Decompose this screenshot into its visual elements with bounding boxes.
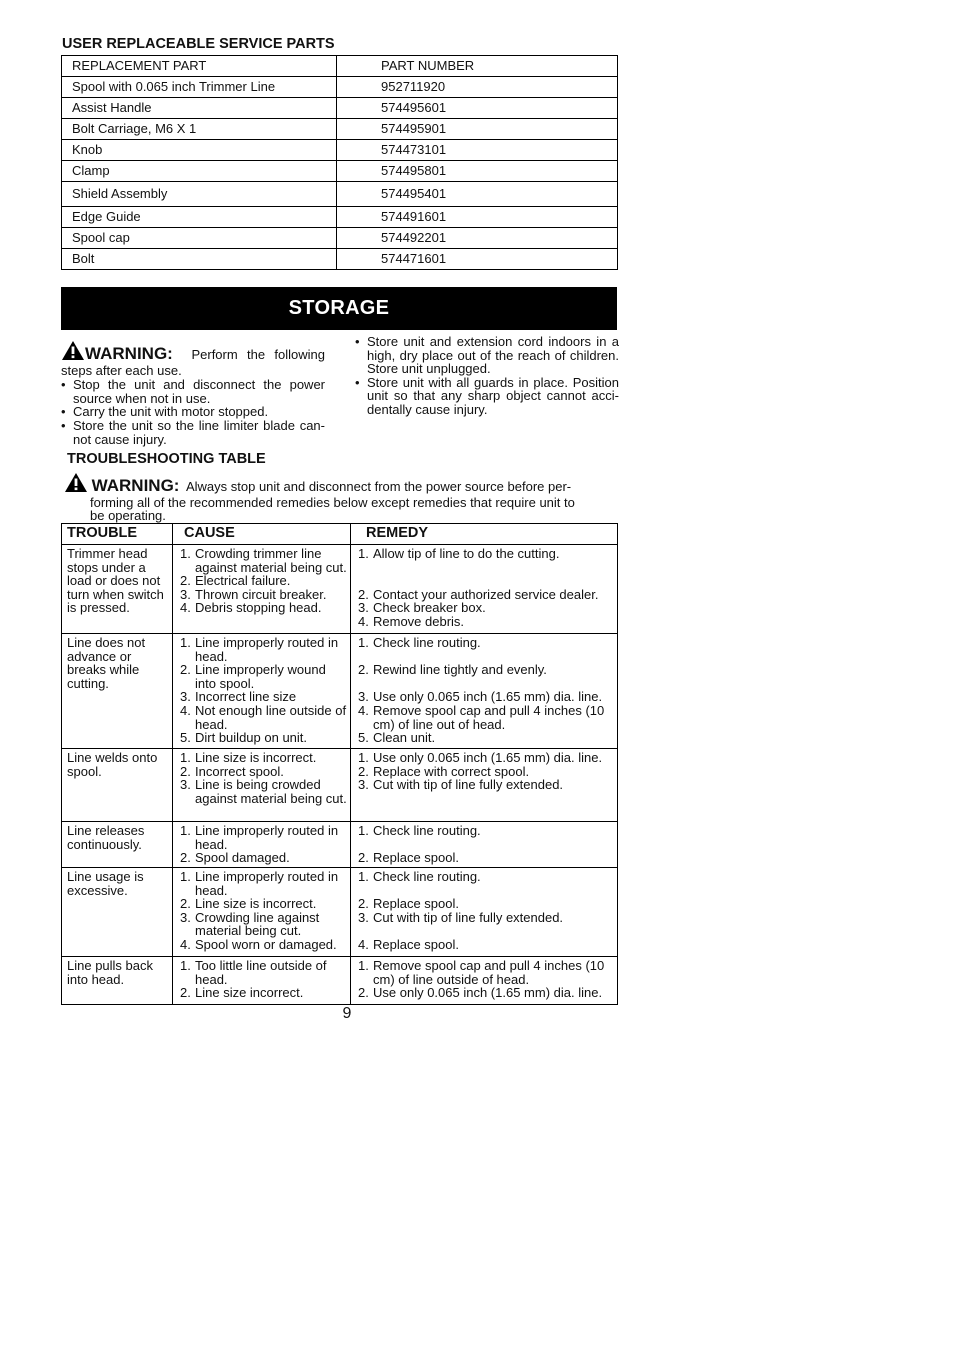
list-item: 3. Crowding line against material being cut. [180,909,320,939]
parts-section-title: USER REPLACEABLE SERVICE PARTS [62,36,335,52]
list-item: 3. Cut with tip of line fully extended. [358,909,564,925]
list-item: 1. Check line routing. [358,869,481,884]
list-item: 1. Allow tip of line to do the cutting. [358,546,560,561]
table-row [62,634,618,749]
list-item: 2. Use only 0.065 inch (1.65 mm) dia. line. [358,985,603,1001]
troubleshooting-warning [64,472,594,523]
table-row [62,207,618,228]
list-item: 2. Replace with correct spool. [358,763,530,779]
part-number: 574473101 [337,140,618,161]
part-number: 574495401 [337,182,618,207]
list-item: • Store the unit so the line limiter blade can- not cause injury. [61,419,325,446]
part-number: 574492201 [337,228,618,249]
warning-label: WARNING: [91,476,180,495]
list-item: 2. Line size incorrect. [180,985,304,1001]
remedy-cell [351,634,618,749]
list-item: 2. Replace spool. [358,896,459,912]
list-item: 4. Remove spool cap and pull 4 inches (10 cm) of line out of head. [358,702,605,732]
list-item: 1. Crowding trimmer line against material being cut. [180,546,347,575]
list-item: • Store unit with all guards in place. Position unit so that any sharp object cannot acci- dentally cause injury. [355,376,619,417]
warning-triangle-icon [61,340,85,364]
warning-text-line: be operating. [90,508,166,524]
header-trouble: TROUBLE [62,524,173,545]
remedy-cell [351,545,618,634]
table-row [62,77,618,98]
warning-triangle-icon [64,472,88,496]
cause-cell [173,868,351,957]
list-item: 5. Clean unit. [358,730,436,746]
part-name: Assist Handle [62,98,337,119]
list-item: 1. Line improperly routed in head. [180,869,339,898]
list-item: • Store unit and extension cord indoors in a high, dry place out of the reach of children. Store unit unplugged. [355,335,619,376]
list-item: 4. Spool worn or damaged. [180,936,337,952]
cause-cell [173,634,351,749]
storage-right-column [355,335,619,417]
part-name: Knob [62,140,337,161]
list-item: 3. Check breaker box. [358,600,486,616]
part-name: Spool with 0.065 inch Trimmer Line [62,77,337,98]
storage-warning [61,340,325,377]
cause-cell [173,545,351,634]
table-row [62,228,618,249]
list-item: 3. Cut with tip of line fully extended. [358,777,564,793]
part-name: Bolt Carriage, M6 X 1 [62,119,337,140]
parts-table [61,55,618,270]
remedy-cell [351,957,618,1005]
list-item: 1. Check line routing. [358,823,481,838]
list-item: 1. Check line routing. [358,635,481,650]
list-item: • Carry the unit with motor stopped. [61,405,325,419]
list-item: 4. Remove debris. [358,613,465,629]
troubleshooting-header-row [62,524,618,545]
header-cause: CAUSE [173,524,351,545]
troubleshooting-table [61,523,618,1005]
table-row [62,182,618,207]
part-name: Shield Assembly [62,182,337,207]
part-name: Bolt [62,249,337,270]
part-number: 574495601 [337,98,618,119]
trouble-cell: Line usage is excessive. [62,868,173,957]
table-row [62,98,618,119]
remedy-cell [351,749,618,822]
parts-header-part: REPLACEMENT PART [62,56,337,77]
storage-banner: STORAGE [61,287,617,330]
warning-text-line: Always stop unit and disconnect from the power source before per- [185,479,572,494]
table-row [62,868,618,957]
part-name: Spool cap [62,228,337,249]
warning-text-line: forming all of the recommended remedies below except remedies that require unit to [90,494,575,510]
table-row [62,822,618,868]
list-item: 2. Electrical failure. [180,573,291,589]
list-item: 1. Too little line outside of head. [180,958,327,987]
list-item: 1. Remove spool cap and pull 4 inches (10 cm) of line outside of head. [358,958,605,987]
remedy-cell [351,868,618,957]
cause-cell [173,822,351,868]
list-item: 2. Line size is incorrect. [180,896,317,912]
list-item: 1. Line size is incorrect. [180,750,317,765]
cause-cell [173,749,351,822]
list-item: 1. Use only 0.065 inch (1.65 mm) dia. line. [358,750,603,765]
trouble-cell: Line does not advance or breaks while cutting. [62,634,173,749]
list-item: 2. Replace spool. [358,850,459,866]
list-item: 4. Replace spool. [358,936,459,952]
list-item: 1. Line improperly routed in head. [180,823,339,852]
list-item: 2. Spool damaged. [180,850,290,866]
list-item: 1. Line improperly routed in head. [180,635,339,664]
trouble-cell: Line releases continuously. [62,822,173,868]
part-number: 574491601 [337,207,618,228]
list-item: 2. Rewind line tightly and evenly. [358,662,547,678]
parts-header-row [62,56,618,77]
list-item: 2. Contact your authorized service dealer. [358,586,599,602]
remedy-cell [351,822,618,868]
table-row [62,140,618,161]
list-item: 3. Incorrect line size [180,689,297,705]
part-number: 574495901 [337,119,618,140]
part-number: 952711920 [337,77,618,98]
header-remedy: REMEDY [351,524,618,545]
trouble-cell: Trimmer head stops under a load or does not turn when switch is pressed. [62,545,173,634]
list-item: 5. Dirt buildup on unit. [180,730,308,746]
table-row [62,957,618,1005]
page-number: 9 [342,1005,352,1022]
list-item: 3. Thrown circuit breaker. [180,586,327,602]
storage-left-list [61,378,325,446]
list-item: 2. Line improperly wound into spool. [180,662,326,691]
table-row [62,749,618,822]
storage-left-column [61,340,325,446]
table-row [62,249,618,270]
troubleshooting-title: TROUBLESHOOTING TABLE [67,451,266,467]
list-item: 4. Debris stopping head. [180,600,322,616]
list-item: 2. Incorrect spool. [180,763,284,779]
table-row [62,161,618,182]
part-number: 574471601 [337,249,618,270]
list-item: 3. Line is being crowded against material being cut. [180,777,347,806]
parts-header-number: PART NUMBER [337,56,618,77]
table-row [62,119,618,140]
trouble-cell: Line welds onto spool. [62,749,173,822]
storage-warning-text: Perform the following steps after each use. [61,347,325,378]
storage-right-list [355,335,619,417]
cause-cell [173,957,351,1005]
list-item: • Stop the unit and disconnect the power source when not in use. [61,378,325,405]
table-row [62,545,618,634]
part-name: Edge Guide [62,207,337,228]
list-item: 4. Not enough line outside of head. [180,702,347,732]
warning-label: WARNING: [85,344,173,363]
trouble-cell: Line pulls back into head. [62,957,173,1005]
part-name: Clamp [62,161,337,182]
part-number: 574495801 [337,161,618,182]
list-item: 3. Use only 0.065 inch (1.65 mm) dia. line. [358,689,603,705]
